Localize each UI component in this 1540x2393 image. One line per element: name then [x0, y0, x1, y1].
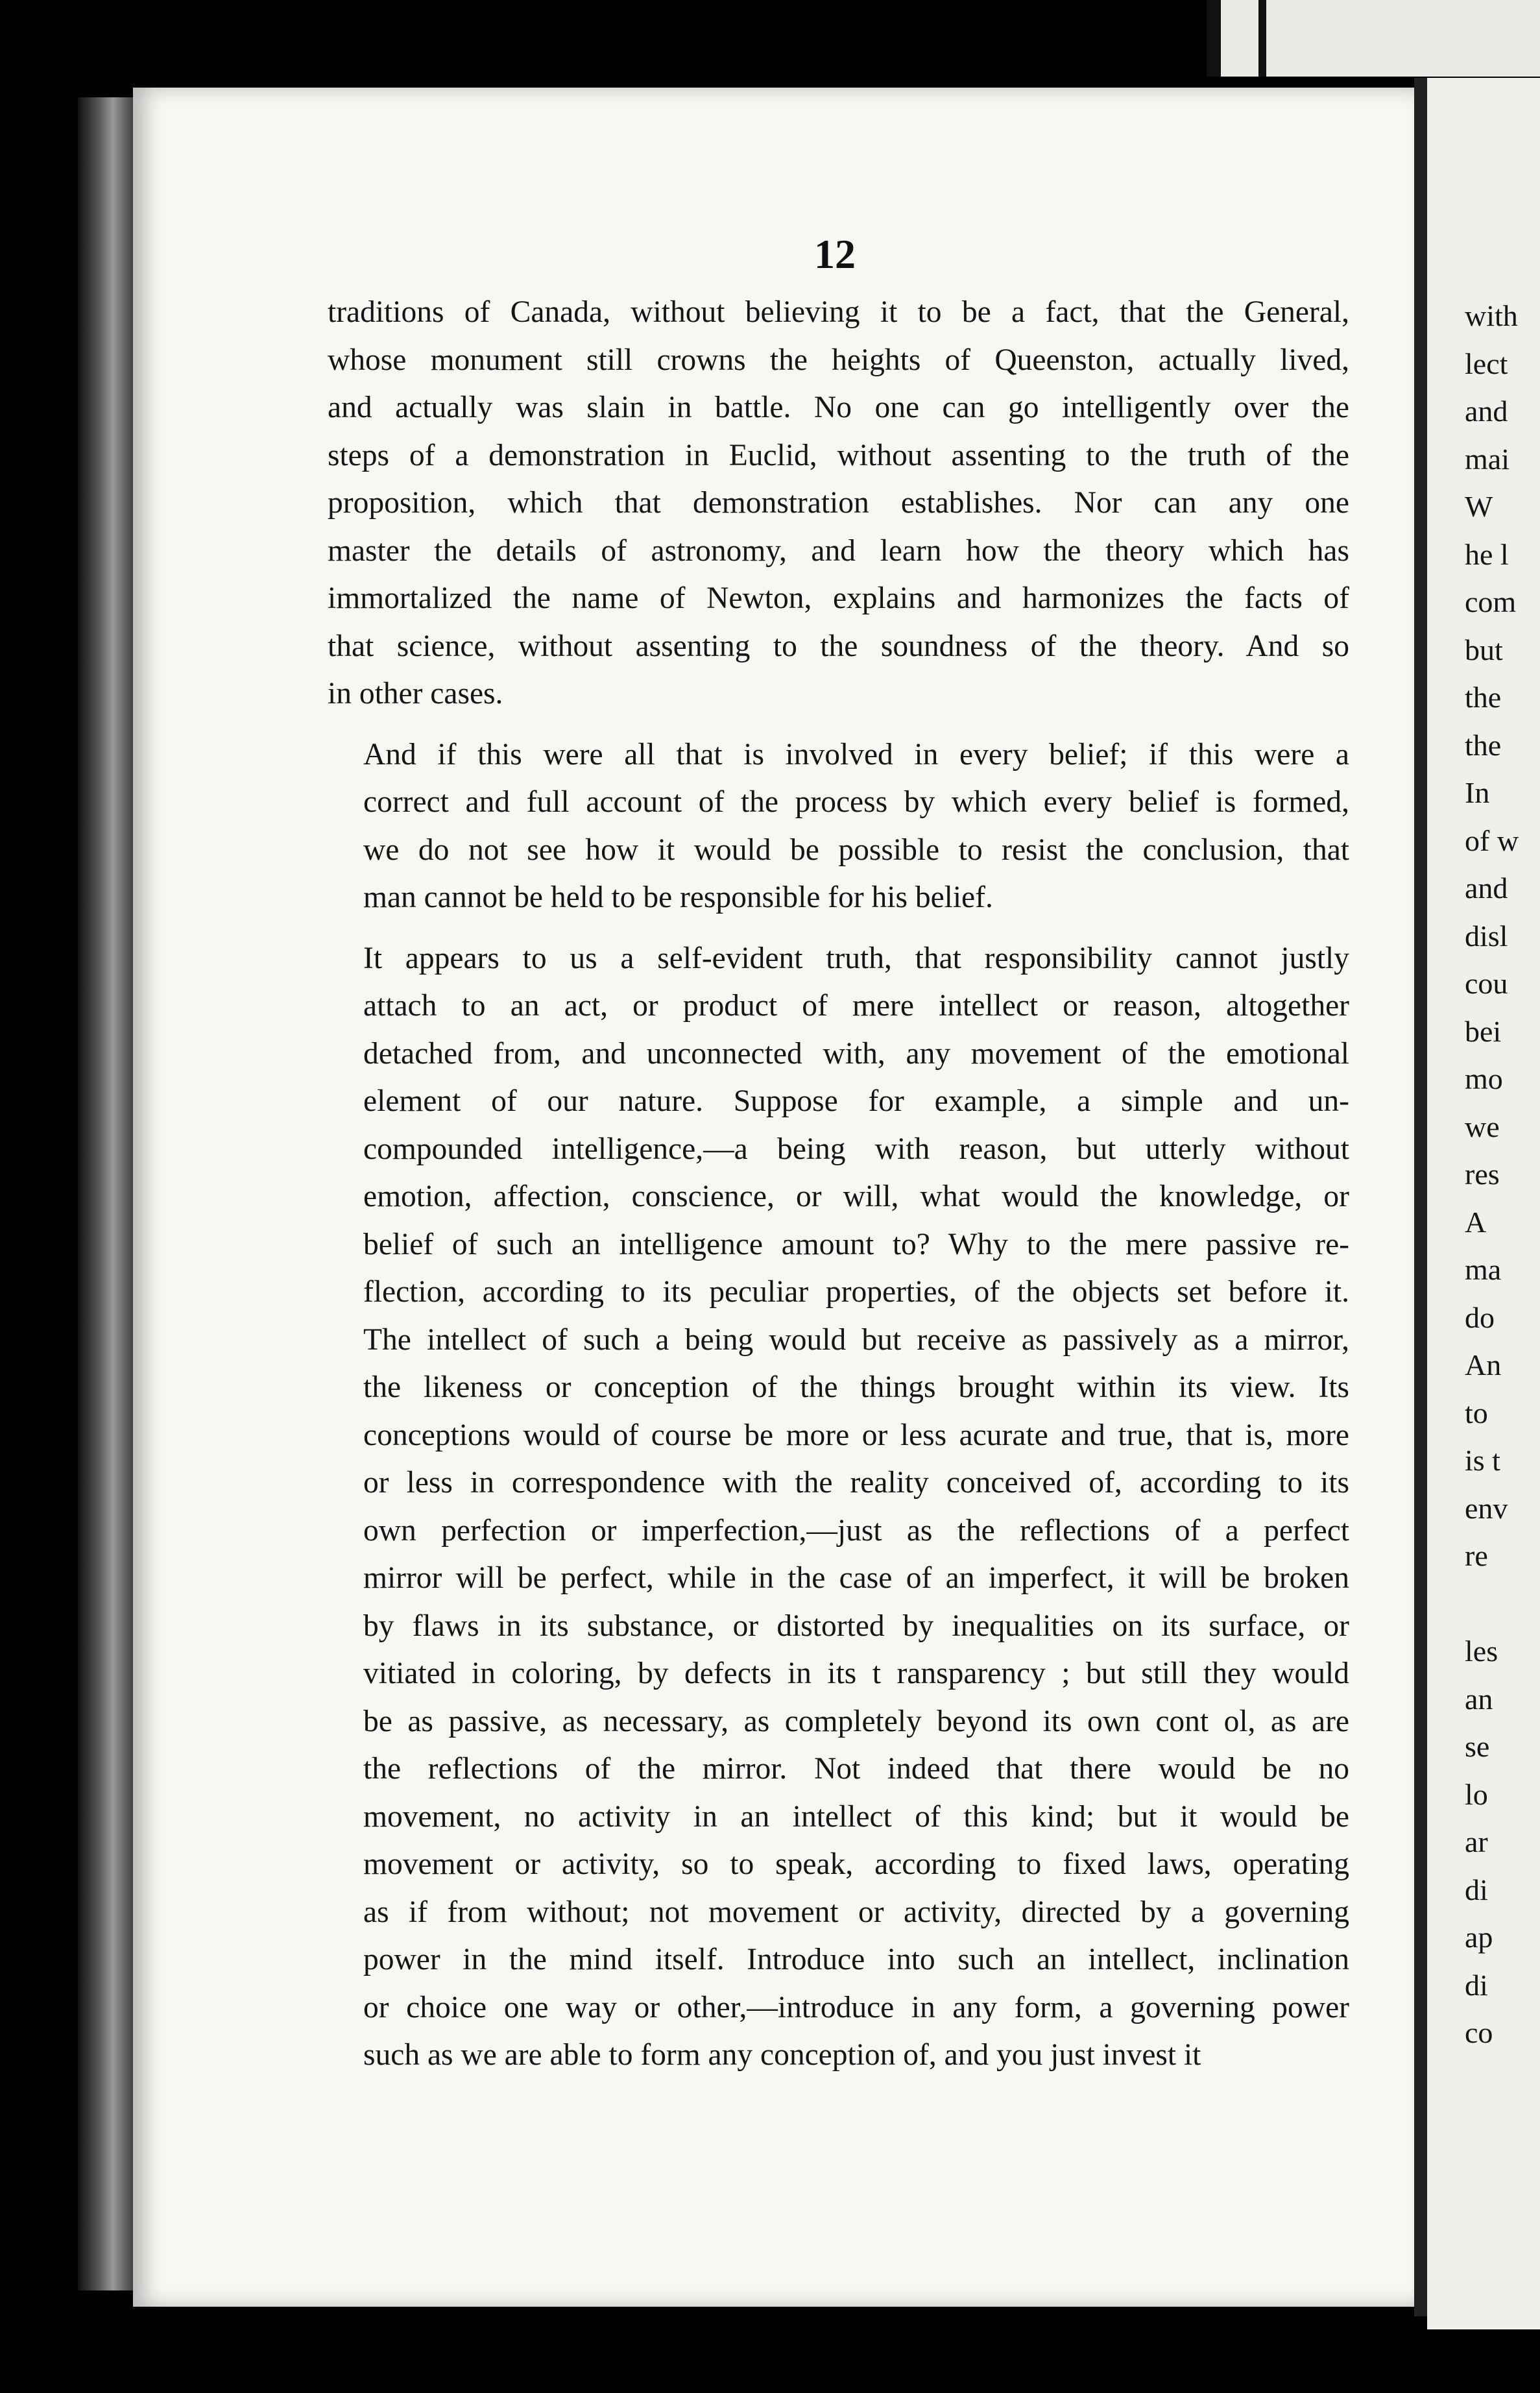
body-text	[328, 289, 1349, 2080]
page-spine-edge	[1414, 78, 1427, 2316]
facing-page-fragment: with	[1465, 299, 1518, 332]
text-line: own perfection or imperfection,—just as the reflections of a perfect	[363, 1513, 1349, 1548]
facing-page-fragment: co	[1465, 2016, 1493, 2049]
text-line: or choice one way or other,—introduce in any form, a governing power	[363, 1990, 1349, 2024]
text-line: The intellect of such a being would but receive as passively as a mirror,	[363, 1322, 1349, 1357]
facing-page-fragment: di	[1465, 1873, 1488, 1906]
facing-page-fragment: env	[1465, 1491, 1508, 1525]
facing-page-fragment: lo	[1465, 1777, 1488, 1811]
text-line: and actually was slain in battle. No one can go intelligently over the	[328, 391, 1349, 424]
facing-page-fragment: do	[1465, 1300, 1495, 1334]
text-line: we do not see how it would be possible to resist the conclusion, that	[363, 832, 1349, 867]
facing-page-fragment: In	[1465, 776, 1490, 809]
text-line: traditions of Canada, without believing it to be a fact, that the General,	[328, 295, 1349, 329]
text-line: vitiated in coloring, by defects in its t ransparency ; but still they would	[363, 1657, 1349, 1690]
text-line: It appears to us a self-evident truth, that responsibility cannot justly	[363, 941, 1349, 975]
binding-shadow	[1207, 0, 1221, 77]
facing-page-fragment: he l	[1465, 537, 1509, 571]
facing-page-fragment: ar	[1465, 1825, 1488, 1858]
text-line: emotion, affection, conscience, or will, what would the knowledge, or	[363, 1180, 1349, 1213]
facing-page-fragment: disl	[1465, 919, 1508, 953]
text-line: immortalized the name of Newton, explains and harmonizes the facts of	[328, 581, 1349, 615]
text-line: element of our nature. Suppose for example, a simple and un-	[363, 1084, 1349, 1118]
facing-page-fragment: the	[1465, 681, 1502, 714]
facing-page-fragment: and	[1465, 871, 1508, 905]
text-line: movement or activity, so to speak, according to fixed laws, operating	[363, 1847, 1349, 1881]
facing-page-fragment: re	[1465, 1539, 1488, 1572]
facing-page-fragment: di	[1465, 1968, 1488, 2002]
facing-page-fragment: the	[1465, 728, 1502, 762]
text-line: correct and full account of the process by which every belief is formed,	[363, 785, 1349, 819]
facing-page-fragment: we	[1465, 1110, 1500, 1143]
facing-page-fragment: mai	[1465, 442, 1510, 476]
text-line: detached from, and unconnected with, any movement of the emotional	[363, 1036, 1349, 1071]
facing-page-fragment: of w	[1465, 823, 1519, 857]
text-line: steps of a demonstration in Euclid, without assenting to the truth of the	[328, 438, 1349, 472]
paragraph	[328, 731, 1349, 922]
top-margin-strip	[1207, 0, 1540, 77]
text-line: in other cases.	[328, 677, 503, 711]
text-line: conceptions would of course be more or less acurate and true, that is, more	[363, 1418, 1349, 1452]
facing-page-fragment: A	[1465, 1205, 1487, 1239]
page-number: 12	[814, 231, 856, 277]
binding-shadow	[1258, 0, 1266, 77]
text-line: compounded intelligence,—a being with reason, but utterly without	[363, 1132, 1349, 1166]
facing-page-fragment: se	[1465, 1730, 1490, 1763]
facing-page-fragment: lect	[1465, 346, 1508, 380]
text-line: that science, without assenting to the soundness of the theory. And so	[328, 629, 1349, 663]
facing-page-fragment: is t	[1465, 1444, 1500, 1477]
facing-page-fragment: res	[1465, 1158, 1500, 1191]
facing-page-fragment: les	[1465, 1634, 1498, 1668]
facing-page-fragment: to	[1465, 1396, 1488, 1429]
facing-page-fragment	[1465, 1580, 1540, 1628]
facing-page-fragment: com	[1465, 585, 1517, 618]
facing-page-text-fragments	[1465, 292, 1540, 2057]
text-line: movement, no activity in an intellect of this kind; but it would be	[363, 1799, 1349, 1834]
facing-page-fragment: cou	[1465, 967, 1508, 1000]
facing-page-fragment: An	[1465, 1348, 1502, 1381]
text-line: the likeness or conception of the things brought within its view. Its	[363, 1370, 1349, 1404]
facing-page-fragment: ap	[1465, 1921, 1493, 1954]
paragraph	[328, 935, 1349, 2080]
text-line: proposition, which that demonstration establishes. Nor can any one	[328, 486, 1349, 520]
facing-page-fragment: an	[1465, 1682, 1493, 1716]
facing-page-fragment: and	[1465, 395, 1508, 428]
text-line: as if from without; not movement or activity, directed by a governing	[363, 1895, 1349, 1929]
facing-page-fragment: bei	[1465, 1014, 1502, 1048]
text-line: the reflections of the mirror. Not indeed that there would be no	[363, 1752, 1349, 1786]
text-line: power in the mind itself. Introduce into such an intellect, inclination	[363, 1943, 1349, 1976]
facing-page-fragment: ma	[1465, 1253, 1502, 1286]
text-line: flection, according to its peculiar properties, of the objects set before it.	[363, 1275, 1349, 1309]
text-line: master the details of astronomy, and learn how the theory which has	[328, 533, 1349, 568]
book-gutter	[78, 97, 136, 2290]
paragraph	[328, 289, 1349, 718]
text-line: by flaws in its substance, or distorted by inequalities on its surface, or	[363, 1609, 1349, 1643]
text-line: attach to an act, or product of mere intellect or reason, altogether	[363, 989, 1349, 1023]
text-line: such as we are able to form any conception of, and you just invest it	[363, 2038, 1201, 2072]
text-line: be as passive, as necessary, as completely beyond its own cont ol, as are	[363, 1704, 1349, 1738]
text-line: And if this were all that is involved in every belief; if this were a	[363, 737, 1349, 771]
text-line: or less in correspondence with the reality conceived of, according to its	[363, 1466, 1349, 1500]
facing-page-fragment: but	[1465, 633, 1503, 666]
facing-page-fragment: W	[1465, 490, 1493, 523]
text-line: whose monument still crowns the heights of Queenston, actually lived,	[328, 343, 1349, 377]
text-line: man cannot be held to be responsible for his belief.	[363, 881, 993, 914]
text-line: mirror will be perfect, while in the case of an imperfect, it will be broken	[363, 1561, 1349, 1595]
text-line: belief of such an intelligence amount to? Why to the mere passive re-	[363, 1227, 1349, 1261]
facing-page-fragment: mo	[1465, 1062, 1503, 1095]
